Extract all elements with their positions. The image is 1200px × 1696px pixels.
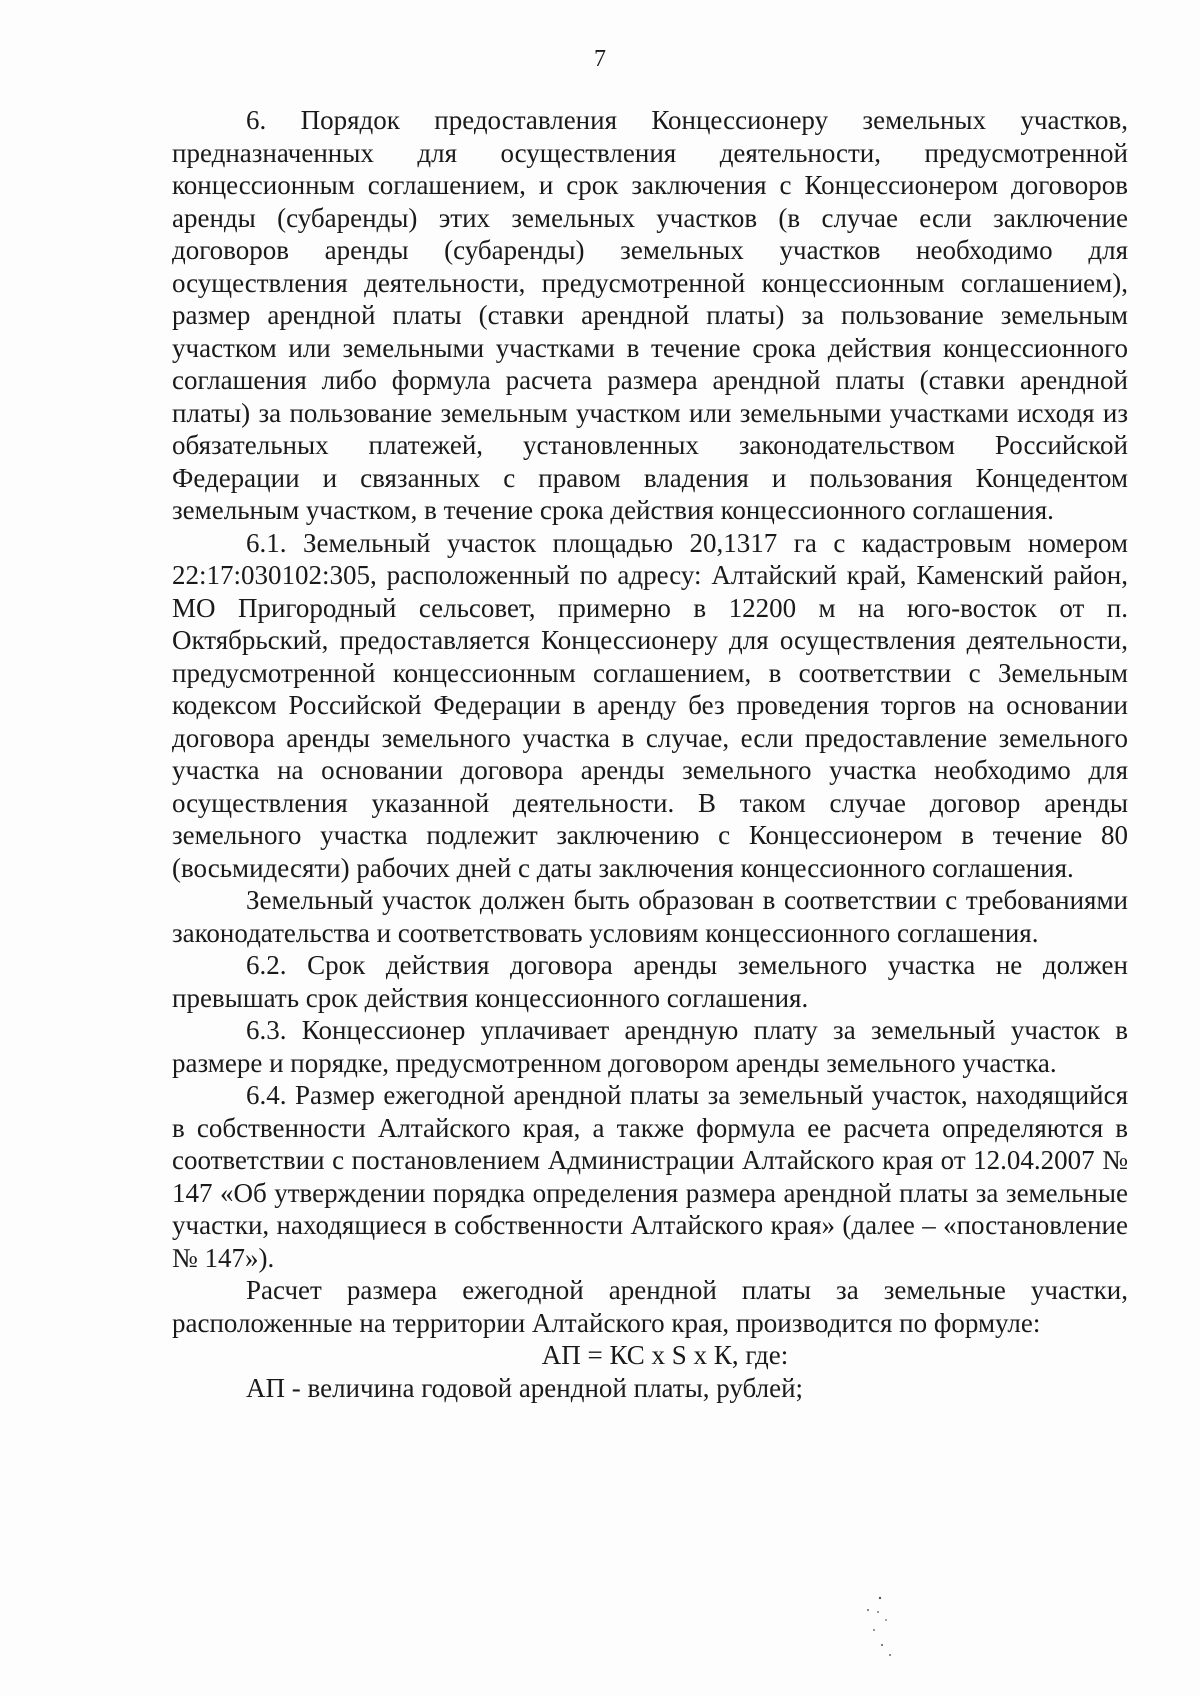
scan-specks <box>860 1590 920 1660</box>
paragraph-6-2: 6.2. Срок действия договора аренды земельного участка не должен превышать срок действия концессионного соглашения. <box>172 950 1128 1013</box>
paragraph-6: 6. Порядок предоставления Концессионеру земельных участков, предназначенных для осуществления деятельности, предусмотренной концессионным соглашением, и срок заключения с Концессионером договоров аренды (субаренды) этих земельных участков (в случае если заключение договоров аренды (субаренды) земельных участков необходимо для осуществления деятельности, предусмотренной концессионным соглашением), размер арендной платы (ставки арендной платы) за пользование земельным участком или земельными участками в течение срока действия концессионного соглашения либо формула расчета размера арендной платы (ставки арендной платы) за пользование земельным участком или земельными участками исходя из обязательных платежей, установленных законодательством Российской Федерации и связанных с правом владения и пользования Концедентом земельным участком, в течение срока действия концессионного соглашения. <box>172 105 1128 525</box>
definition-ap: АП - величина годовой арендной платы, рублей; <box>246 1372 804 1403</box>
rent-formula: АП = КС x S x К, где: <box>541 1340 789 1370</box>
paragraph-6-1: 6.1. Земельный участок площадью 20,1317 га с кадастровым номером 22:17:030102:305, расположенный по адресу: Алтайский край, Каменский район, МО Пригородный сельсовет, примерно в 12200 м на юго-восток от п. Октябрьский, предоставляется Концессионеру для осуществления деятельности, предусмотренной концессионным соглашением, в соответствии с Земельным кодексом Российской Федерации в аренду без проведения торгов на основании договора аренды земельного участка в случае, если предоставление земельного участка на основании договора аренды земельного участка необходимо для осуществления указанной деятельности. В таком случае договор аренды земельного участка подлежит заключению с Концессионером в течение 80 (восьмидесяти) рабочих дней с даты заключения концессионного соглашения. <box>172 527 1128 883</box>
paragraph-6-3: 6.3. Концессионер уплачивает арендную плату за земельный участок в размере и порядке, предусмотренном договором аренды земельного участка. <box>172 1015 1128 1078</box>
paragraph-land-formation: Земельный участок должен быть образован в соответствии с требованиями законодательства и соответствовать условиям концессионного соглашения. <box>172 885 1128 948</box>
paragraph-6-4: 6.4. Размер ежегодной арендной платы за земельный участок, находящийся в собственности Алтайского края, а также формула ее расчета определяются в соответствии с постановлением Администрации Алтайского края от 12.04.2007 № 147 «Об утверждении порядка определения размера арендной платы за земельные участки, находящиеся в собственности Алтайского края» (далее – «постановление № 147»). <box>172 1080 1128 1273</box>
paragraph-rent-calculation: Расчет размера ежегодной арендной платы за земельные участки, расположенные на территории Алтайского края, производится по формуле: <box>172 1275 1128 1338</box>
document-body <box>172 104 1128 1404</box>
page-number: 7 <box>594 46 606 72</box>
